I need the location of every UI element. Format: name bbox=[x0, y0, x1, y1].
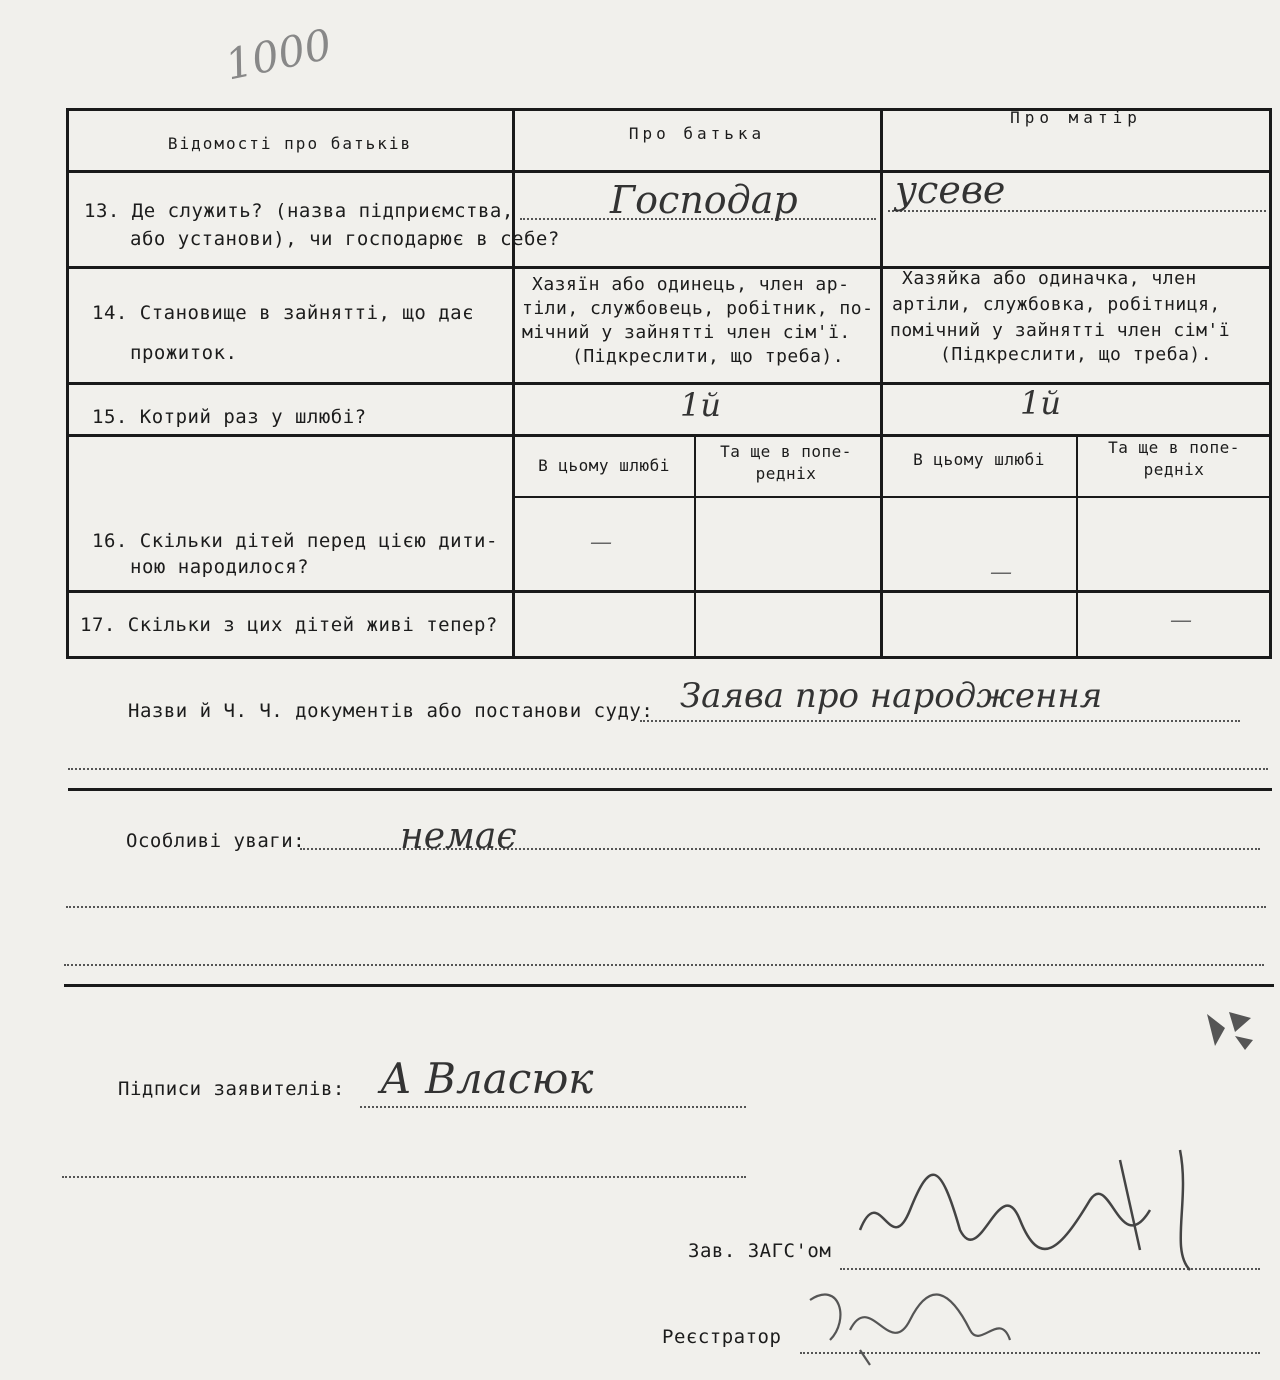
applicants-label: Підписи заявителів: bbox=[118, 1078, 345, 1100]
corner-scrawl: 1000 bbox=[221, 19, 336, 90]
row16-mother-this-header: В цьому шлюбі bbox=[913, 450, 1045, 469]
stamp-fragment-icon bbox=[1205, 1010, 1255, 1052]
registrar-label: Реєстратор bbox=[662, 1326, 782, 1348]
row14-mother-line1: Хазяйка або одиначка, член bbox=[902, 268, 1197, 289]
row13-mother-value: усеве bbox=[895, 168, 1006, 212]
row16-father-prev-header-line2: редніх bbox=[755, 464, 817, 483]
documents-label: Назви й Ч. Ч. документів або постанови суду: bbox=[128, 700, 654, 722]
row14-mother-line3: помічний у зайнятті член сім'ї bbox=[890, 320, 1231, 341]
sub-col-divider-father bbox=[694, 436, 696, 658]
row15-mother-value: 1й bbox=[1020, 384, 1061, 422]
head-label: Зав. ЗАГС'ом bbox=[688, 1240, 832, 1262]
header-father: Про батька bbox=[628, 124, 766, 143]
row14-mother-line4: (Підкреслити, що треба). bbox=[940, 344, 1213, 365]
row13-father-value: Господар bbox=[610, 178, 798, 222]
row16-father-prev-header-line1: Та ще в попе- bbox=[720, 442, 852, 461]
row16-label-line1: 16. Скільки дітей перед цією дити- bbox=[92, 530, 498, 552]
row16-mother-prev-header-line2: редніх bbox=[1143, 460, 1205, 479]
row-divider-14 bbox=[66, 382, 1272, 385]
row14-label-line2: прожиток. bbox=[130, 342, 238, 364]
sub-header-divider bbox=[514, 496, 1272, 498]
row14-father-line4: (Підкреслити, що треба). bbox=[572, 346, 845, 367]
row13-label-line2: або установи), чи господарює в себе? bbox=[130, 228, 560, 250]
remarks-line-2 bbox=[66, 906, 1266, 908]
row13-label-line1: 13. Де служить? (назва підприємства, bbox=[84, 200, 514, 222]
row14-father-line1: Хазяїн або одинець, член ар- bbox=[532, 274, 850, 295]
row14-mother-line2: артіли, службовка, робітниця, bbox=[892, 294, 1221, 315]
row15-father-value: 1й bbox=[680, 386, 721, 424]
row17-mother-prev-value: — bbox=[1170, 608, 1192, 633]
applicants-line-1 bbox=[360, 1106, 746, 1108]
row-divider-header bbox=[66, 170, 1272, 173]
applicants-signature: А Власюк bbox=[380, 1054, 594, 1103]
section-divider-1 bbox=[68, 788, 1272, 791]
row16-mother-prev-header-line1: Та ще в попе- bbox=[1108, 438, 1240, 457]
row14-father-line3: мічний у зайнятті член сім'ї. bbox=[522, 322, 851, 343]
remarks-line-3 bbox=[64, 964, 1264, 966]
row16-father-this-value: — bbox=[590, 530, 612, 555]
header-mother: Про матір bbox=[1010, 108, 1142, 127]
remarks-value: немає bbox=[400, 816, 517, 857]
documents-line-2 bbox=[68, 768, 1268, 770]
documents-line-1 bbox=[640, 720, 1240, 722]
row16-mother-this-value: — bbox=[990, 560, 1012, 585]
documents-value: Заява про народження bbox=[680, 676, 1103, 716]
row17-label: 17. Скільки з цих дітей живі тепер? bbox=[80, 614, 498, 636]
section-divider-2 bbox=[64, 984, 1274, 987]
row14-label-line1: 14. Становище в зайнятті, що дає bbox=[92, 302, 475, 324]
table-bottom-border bbox=[66, 656, 1272, 659]
head-signature-scrawl bbox=[850, 1140, 1230, 1280]
header-info: Відомості про батьків bbox=[167, 134, 413, 153]
row15-label: 15. Котрий раз у шлюбі? bbox=[92, 406, 367, 428]
row-divider-16 bbox=[66, 590, 1272, 593]
remarks-label: Особливі уваги: bbox=[126, 830, 306, 852]
applicants-line-2 bbox=[62, 1176, 746, 1178]
row14-father-line2: тіли, службовець, робітник, по- bbox=[522, 298, 874, 319]
sub-col-divider-mother bbox=[1076, 436, 1078, 658]
row16-label-line2: ною народилося? bbox=[130, 556, 310, 578]
row16-father-this-header: В цьому шлюбі bbox=[538, 456, 670, 475]
registrar-signature-scrawl bbox=[800, 1270, 1020, 1370]
row-divider-15 bbox=[66, 434, 1272, 437]
